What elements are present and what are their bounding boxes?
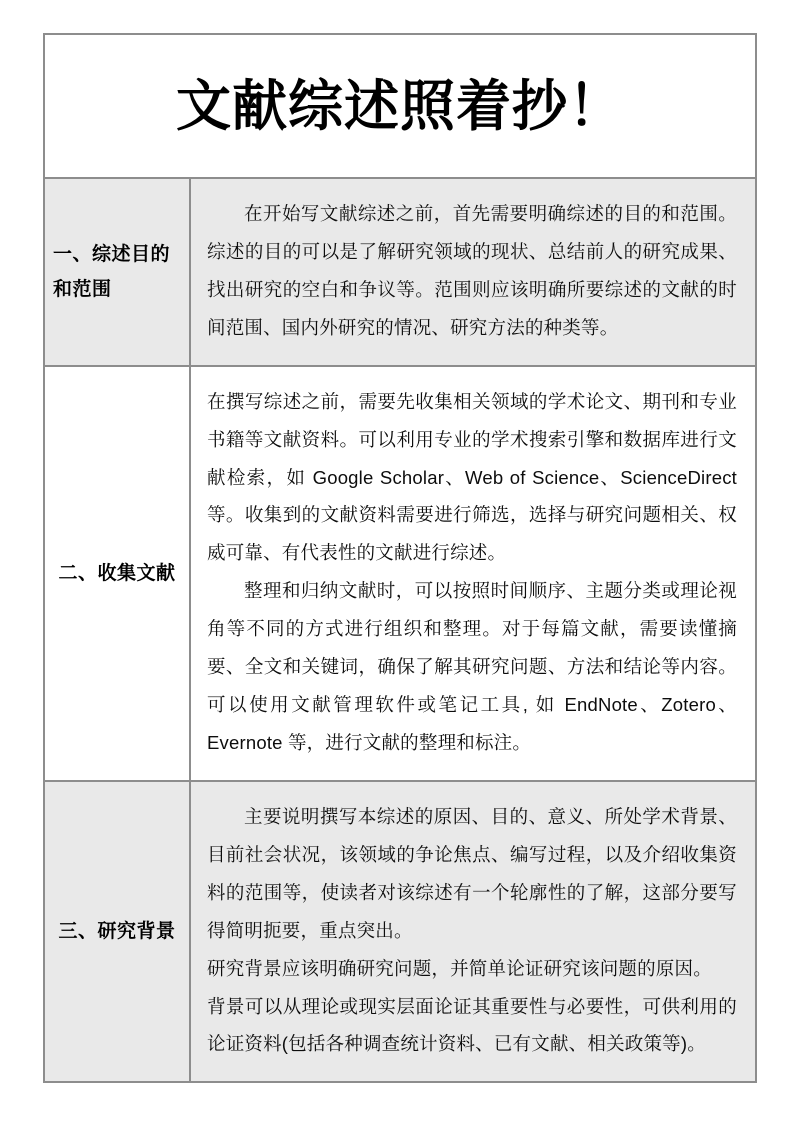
section-paragraph: 整理和归纳文献时，可以按照时间顺序、主题分类或理论视角等不同的方式进行组织和整理。对于每篇文献，需要读懂摘要、全文和关键词，确保了解其研究问题、方法和结论等内容。可以使用文献管理软件或笔记工具, 如 EndNote、Zotero、Evernote 等，进行文献的整理和标注。 (207, 580, 737, 753)
section-heading: 二、收集文献 (58, 561, 176, 584)
section-body-cell (191, 367, 755, 780)
section-paragraph: 在撰写综述之前，需要先收集相关领域的学术论文、期刊和专业书籍等文献资料。可以利用专业的学术搜索引擎和数据库进行文献检索，如 Google Scholar、Web of Science、ScienceDirect 等。收集到的文献资料需要进行筛选，选择与研究问题相关、权威可靠、有代表性的文献进行综述。 (207, 390, 737, 564)
section-paragraph: 主要说明撰写本综述的原因、目的、意义、所处学术背景、目前社会状况，该领域的争论焦点、编写过程，以及介绍收集资料的范围等，使读者对该综述有一个轮廓性的了解，这部分要写得简明扼要，重点突出。 (207, 805, 737, 941)
title-row (45, 35, 755, 179)
section-heading: 三、研究背景 (58, 920, 176, 943)
table-row (45, 367, 755, 782)
section-paragraph: 研究背景应该明确研究问题，并简单论证研究该问题的原因。 (207, 957, 712, 979)
table-row (45, 179, 755, 367)
section-body-cell (191, 782, 755, 1081)
content-table (43, 33, 757, 1083)
section-heading-cell (45, 179, 191, 365)
section-body-cell (191, 179, 755, 365)
section-paragraph: 在开始写文献综述之前，首先需要明确综述的目的和范围。综述的目的可以是了解研究领域的现状、总结前人的研究成果、找出研究的空白和争议等。范围则应该明确所要综述的文献的时间范围、国内外研究的情况、研究方法的种类等。 (207, 203, 737, 338)
table-row (45, 782, 755, 1081)
section-heading: 一、综述目的和范围 (53, 242, 171, 300)
section-heading-cell (45, 782, 191, 1081)
page-title: 文献综述照着抄！ (175, 73, 624, 138)
section-heading-cell (45, 367, 191, 780)
section-paragraph: 背景可以从理论或现实层面论证其重要性与必要性，可供利用的论证资料(包括各种调查统计资料、已有文献、相关政策等)。 (207, 995, 737, 1055)
